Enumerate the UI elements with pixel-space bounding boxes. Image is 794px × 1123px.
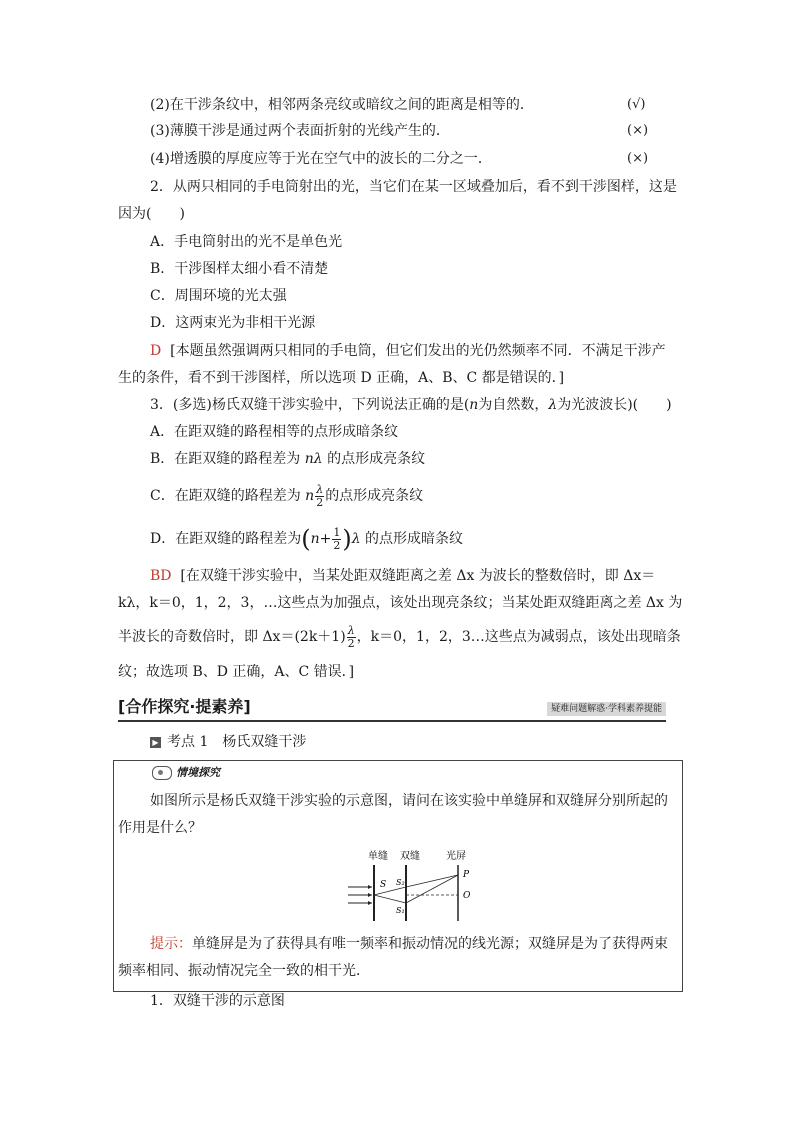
section-tag: 疑难问题解惑·学科素养提能: [547, 702, 666, 716]
q2-option-a: A．手电筒射出的光不是单色光: [150, 234, 343, 250]
svg-text:S₁: S₁: [396, 906, 405, 915]
topic-label: 考点 1 杨氏双缝干涉: [167, 734, 307, 750]
q2-answer: D: [150, 343, 162, 359]
label-single-slit: 单缝: [368, 851, 388, 862]
q3-option-c: C．在距双缝的路程差为 n $\frac{\lambda}{2}$ 的点形成亮条纹: [150, 482, 424, 509]
judgment-3: (3)薄膜干涉是通过两个表面折射的光线产生的．: [150, 123, 450, 139]
q2-explanation-line1: D [本题虽然强调两只相同的手电筒，但它们发出的光仍然频率不同．不满足干涉产: [150, 343, 666, 359]
q2-stem-line1: 2．从两只相同的手电筒射出的光，当它们在某一区域叠加后，看不到干涉图样，这是: [150, 179, 677, 195]
svg-text:O: O: [463, 891, 471, 901]
q2-explanation-line2: 生的条件，看不到干涉图样，所以选项 D 正确，A、B、C 都是错误的．]: [118, 370, 565, 386]
scenario-question-line1: 如图所示是杨氏双缝干涉实验的示意图，请问在该实验中单缝屏和双缝屏分别所起的: [150, 793, 668, 809]
hint-label: 提示：: [150, 936, 192, 952]
hint-line1: 提示：单缝屏是为了获得具有唯一频率和振动情况的线光源；双缝屏是为了获得两束: [150, 936, 668, 952]
judgment-4-mark: (×): [627, 151, 649, 166]
q3-explanation-line3: 半波长的奇数倍时，即 Δx＝(2k＋1) $\frac{\lambda}{2}$ ，k＝0，1，2，3…这些点为减弱点，该处出现暗条: [118, 623, 681, 650]
judgment-2: (2)在干涉条纹中，相邻两条亮纹或暗纹之间的距离是相等的．: [150, 97, 534, 113]
topic-heading: [150, 732, 306, 752]
judgment-3-mark: (×): [627, 123, 649, 138]
play-triangle-icon: ▶: [150, 737, 161, 748]
q2-option-c: C．周围环境的光太强: [150, 288, 287, 304]
svg-text:P: P: [463, 870, 470, 880]
judgment-4: (4)增透膜的厚度应等于光在空气中的波长的二分之一．: [150, 151, 492, 167]
q3-explanation-line4: 纹；故选项 B、D 正确，A、C 错误．]: [118, 664, 355, 680]
scenario-heading: 情境探究: [152, 765, 220, 781]
label-screen: 光屏: [446, 851, 466, 862]
q3-option-a: A．在距双缝的路程相等的点形成暗条纹: [150, 424, 399, 440]
section-title: [合作探究·提素养]: [118, 697, 251, 716]
section-header: [118, 696, 666, 722]
q2-option-b: B．干涉图样太细小看不清楚: [150, 261, 329, 277]
q3-option-d-fraction: $\frac{1}{2}$: [333, 525, 341, 552]
q3-explanation-fraction: $\frac{\lambda}{2}$: [347, 623, 355, 650]
q3-option-c-fraction: $\frac{\lambda}{2}$: [316, 482, 324, 509]
ray-s2-p: [406, 875, 458, 887]
svg-text:S₂: S₂: [396, 878, 405, 887]
eye-icon: [152, 766, 172, 780]
q3-explanation-line1: BD [在双缝干涉实验中，当某处距双缝距离之差 Δx 为波长的整数倍时，即 Δx＝: [150, 568, 656, 584]
judgment-2-mark: (√): [627, 97, 646, 112]
q2-option-d: D．这两束光为非相干光源: [150, 315, 316, 331]
section-item-1: 1．双缝干涉的示意图: [150, 993, 285, 1009]
q3-stem: 3．(多选)杨氏双缝干涉实验中，下列说法正确的是(n为自然数，λ为光波波长)( ): [150, 397, 672, 413]
hint-line2: 频率相同、振动情况完全一致的相干光．: [118, 963, 370, 979]
scenario-question-line2: 作用是什么？: [118, 820, 202, 836]
q3-option-d: D．在距双缝的路程差为(n+ $\frac{1}{2}$ )λ 的点形成暗条纹: [150, 525, 464, 553]
q3-explanation-line2: kλ，k＝0，1，2，3，…这些点为加强点，该处出现亮条纹；当某处距双缝距离之差 Δx 为: [118, 595, 683, 611]
q2-stem-line2: 因为( ): [118, 206, 185, 222]
q3-option-b: B．在距双缝的路程差为 nλ 的点形成亮条纹: [150, 451, 426, 467]
svg-text:S: S: [380, 880, 387, 890]
double-slit-diagram: [340, 845, 480, 925]
ray-s1-p: [406, 875, 458, 903]
q3-answer: BD: [150, 568, 172, 584]
label-double-slit: 双缝: [400, 851, 420, 862]
